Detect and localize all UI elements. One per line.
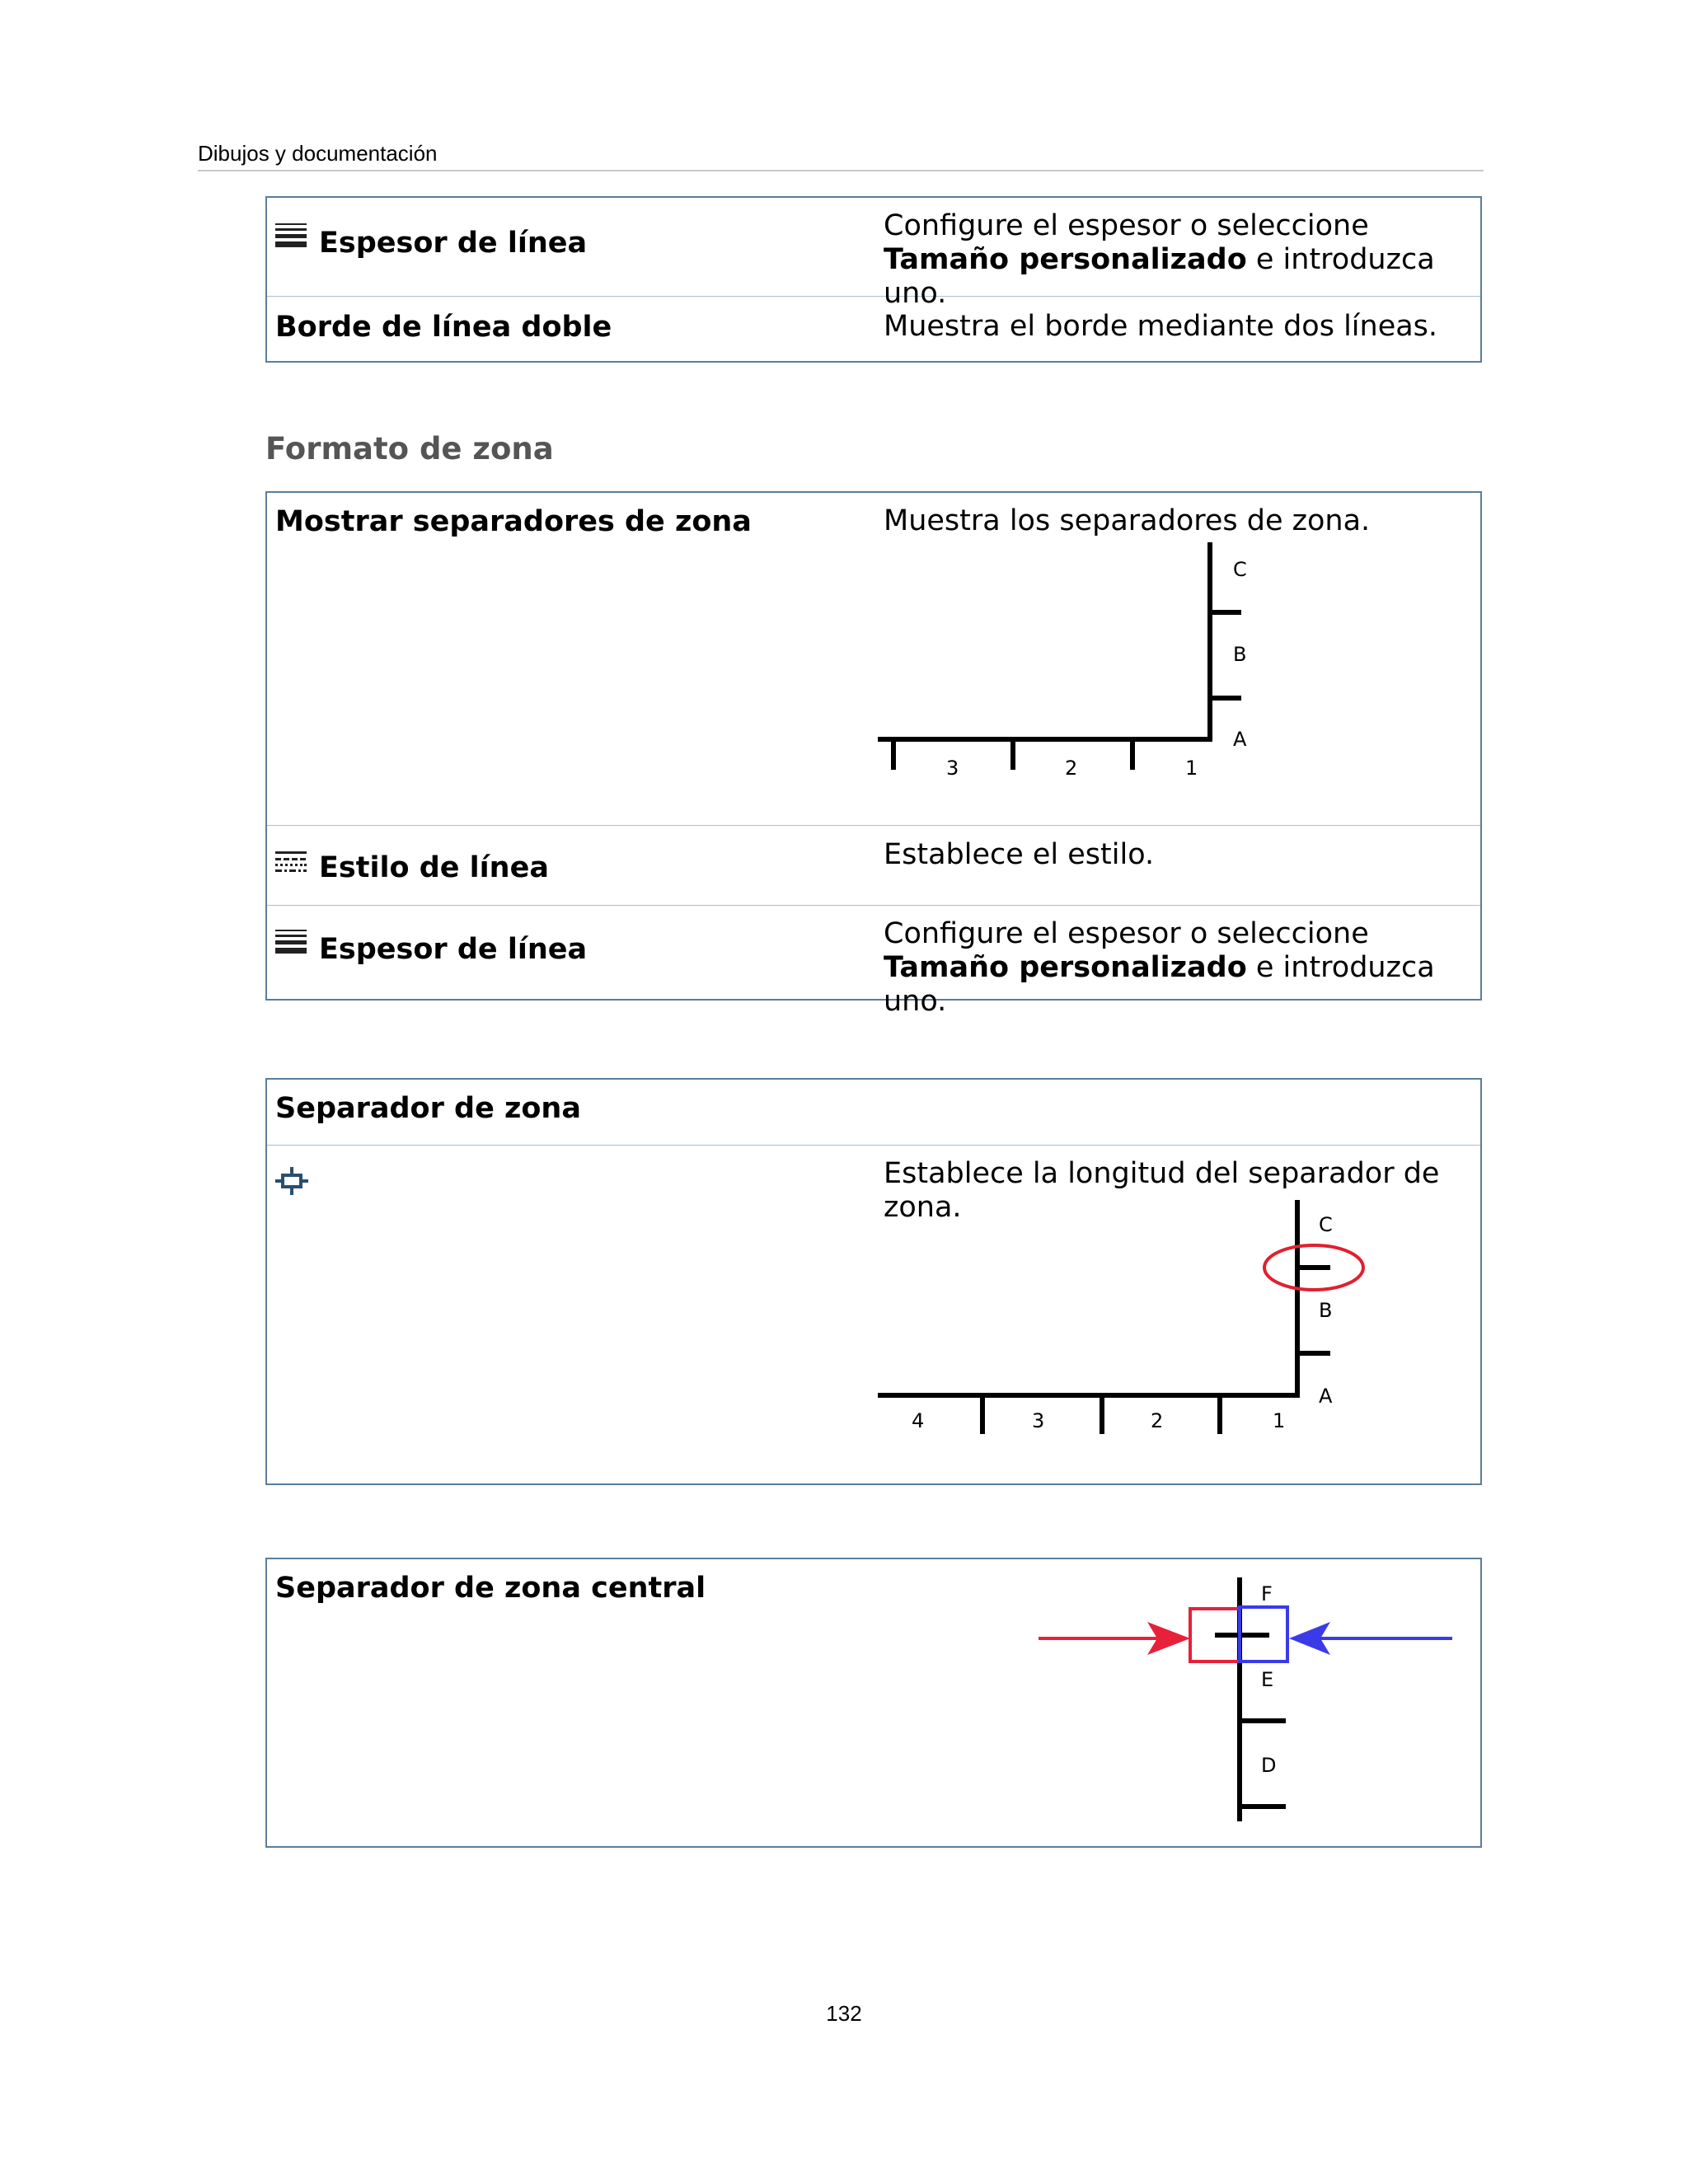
zone-label: 1 xyxy=(1185,757,1198,780)
table-row xyxy=(267,1080,1480,1146)
zone-label: E xyxy=(1261,1668,1274,1691)
section-title: Formato de zona xyxy=(265,431,554,466)
zone-separators-drawing xyxy=(267,493,1479,826)
table-row xyxy=(267,297,1480,363)
zone-label: 1 xyxy=(1273,1409,1286,1432)
center-zone-separator-table xyxy=(265,1558,1482,1848)
line-style-label: Estilo de línea xyxy=(319,851,549,884)
line-weight-description: Configure el espesor o seleccione Tamaño personalizado e introduzca uno. xyxy=(884,917,1435,1018)
show-zone-separators-label: Mostrar separadores de zona xyxy=(275,505,752,538)
zone-separator-table xyxy=(265,1078,1482,1485)
table-row xyxy=(267,826,1480,906)
zone-label: C xyxy=(1233,558,1247,581)
zone-label: C xyxy=(1319,1213,1333,1236)
line-weight-label: Espesor de línea xyxy=(319,227,588,260)
center-separator-diagram xyxy=(267,1559,1479,1846)
double-border-label: Borde de línea doble xyxy=(275,311,612,344)
zone-separator-description: Establece la longitud del separador de zona. xyxy=(884,1157,1440,1224)
zone-separator-header: Separador de zona xyxy=(275,1092,581,1125)
zone-label: F xyxy=(1261,1582,1273,1605)
table-row xyxy=(267,493,1480,826)
page-number: 132 xyxy=(826,2001,862,2026)
table-row xyxy=(267,198,1480,310)
line-style-icon xyxy=(275,851,307,875)
double-border-description: Muestra el borde mediante dos líneas. xyxy=(884,310,1438,343)
zone-separator-length-diagram xyxy=(267,1146,1479,1483)
page-header xyxy=(198,140,1484,171)
zone-label: B xyxy=(1233,643,1247,666)
line-weight-icon xyxy=(275,929,307,955)
zone-label: 3 xyxy=(1032,1409,1045,1432)
center-zone-separator-label: Separador de zona central xyxy=(275,1572,706,1605)
zone-label: 4 xyxy=(912,1409,925,1432)
zone-label: B xyxy=(1319,1299,1333,1322)
zone-format-table xyxy=(265,491,1482,1018)
line-properties-table xyxy=(265,196,1482,363)
table-row xyxy=(267,1559,1480,1846)
show-zone-separators-description: Muestra los separadores de zona. xyxy=(884,504,1371,537)
table-row xyxy=(267,1146,1480,1483)
line-weight-icon xyxy=(275,223,307,249)
line-weight-description: Configure el espesor o seleccione Tamaño personalizado e introduzca uno. xyxy=(884,209,1435,310)
zone-label: A xyxy=(1319,1385,1333,1408)
page-header-title: Dibujos y documentación xyxy=(198,141,438,166)
zone-label: D xyxy=(1261,1754,1277,1777)
zone-label: 2 xyxy=(1151,1409,1164,1432)
zone-label: 3 xyxy=(946,757,959,780)
zone-label: 2 xyxy=(1065,757,1078,780)
line-style-description: Establece el estilo. xyxy=(884,838,1155,871)
zone-label: A xyxy=(1233,728,1247,751)
line-weight-label: Espesor de línea xyxy=(319,933,588,966)
table-row xyxy=(267,906,1480,1018)
